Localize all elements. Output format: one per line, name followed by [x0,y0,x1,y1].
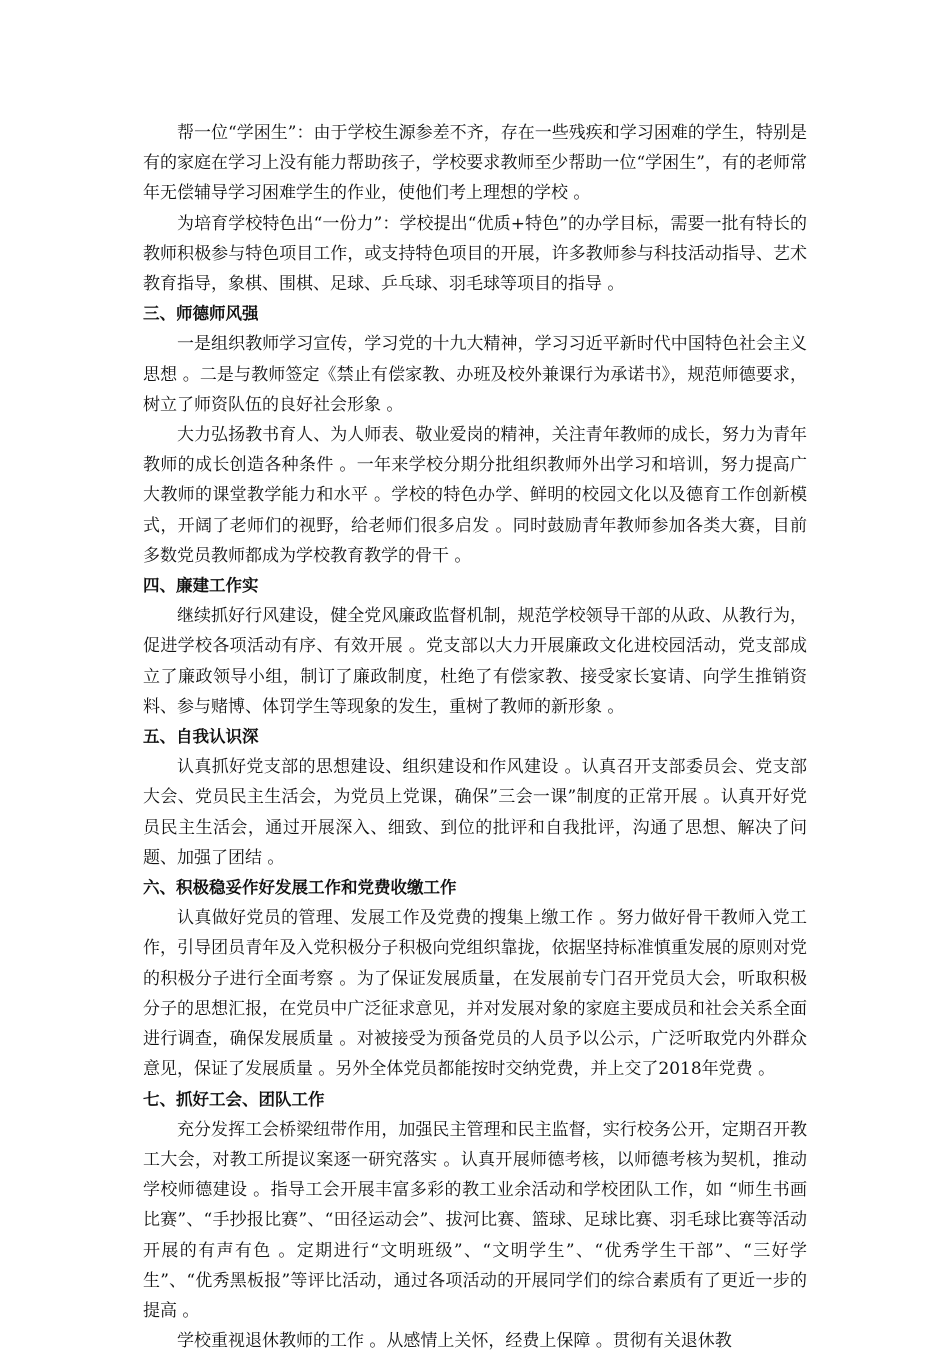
paragraph-union: 充分发挥工会桥梁纽带作用，加强民主管理和民主监督，实行校务公开，定期召开教工大会，对教工所提议案逐一研究落实 。认真开展师德考核，以师德考核为契机，推动学校师德建设 。指导工会开展丰富多彩的教工业余活动和学校团队工作，如 “师生书画比赛”、“手抄报比赛”、“田径运动会”、拔河比赛、篮球、足球比赛、羽毛球比赛等活动开展的有声有色 。定期进行“文明班级”、“文明学生”、“优秀学生干部”、“三好学生”、“优秀黑板报”等评比活动，通过各项活动的开展同学们的综合素质有了更近一步的提高 。 [143,1119,807,1321]
paragraph-school-features: 为培育学校特色出“一份力”：学校提出“优质+特色”的办学目标，需要一批有特长的教师积极参与特色项目工作，或支持特色项目的开展，许多教师参与科技活动指导、艺术教育指导，象棋、围棋、足球、乒乓球、羽毛球等项目的指导 。 [143,213,807,295]
section-heading-self-awareness: 五、自我认识深 [143,727,259,747]
paragraph-ethics-study: 一是组织教师学习宣传，学习党的十九大精神，学习习近平新时代中国特色社会主义思想 。二是与教师签定《禁止有偿家教、办班及校外兼课行为承诺书》，规范师德要求，树立了师资队伍的良好社会形象 。 [143,334,807,415]
document-page [143,118,807,1356]
section-heading-ethics: 三、师德师风强 [143,304,259,324]
section-heading-integrity: 四、廉建工作实 [143,576,259,596]
section-heading-union: 七、抓好工会、团队工作 [143,1089,325,1109]
paragraph-help-students: 帮一位“学困生”：由于学校生源参差不齐，存在一些残疾和学习困难的学生，特别是有的家庭在学习上没有能力帮助孩子，学校要求教师至少帮助一位“学困生”，有的老师常年无偿辅导学习困难学生的作业，使他们考上理想的学校 。 [143,123,807,204]
paragraph-development: 认真做好党员的管理、发展工作及党费的搜集上缴工作 。努力做好骨干教师入党工作，引导团员青年及入党积极分子积极向党组织靠拢，依据坚持标准慎重发展的原则对党的积极分子进行全面考察 。为了保证发展质量，在发展前专门召开党员大会，听取积极分子的思想汇报，在党员中广泛征求意见，并对发展对象的家庭主要成员和社会关系全面进行调查，确保发展质量 。对被接受为预备党员的人员予以公示，广泛听取党内外群众意见，保证了发展质量 。另外全体党员都能按时交纳党费，并上交了2018年党费 。 [143,908,807,1080]
paragraph-integrity: 继续抓好行风建设，健全党风廉政监督机制，规范学校领导干部的从政、从教行为，促进学校各项活动有序、有效开展 。党支部以大力开展廉政文化进校园活动，党支部成立了廉政领导小组，制订了廉政制度，杜绝了有偿家教、接受家长宴请、向学生推销资料、参与赌博、体罚学生等现象的发生，重树了教师的新形象 。 [143,606,807,717]
paragraph-young-teachers: 大力弘扬教书育人、为人师表、敬业爱岗的精神，关注青年教师的成长，努力为青年教师的成长创造各种条件 。一年来学校分期分批组织教师外出学习和培训，努力提高广大教师的课堂教学能力和水平 。学校的特色办学、鲜明的校园文化以及德育工作创新模式，开阔了老师们的视野，给老师们很多启发 。同时鼓励青年教师参加各类大赛，目前多数党员教师都成为学校教育教学的骨干 。 [143,425,807,566]
paragraph-self-awareness: 认真抓好党支部的思想建设、组织建设和作风建设 。认真召开支部委员会、党支部大会、党员民主生活会，为党员上党课，确保”三会一课”制度的正常开展 。认真开好党员民主生活会，通过开展深入、细致、到位的批评和自我批评，沟通了思想、解决了问题、加强了团结 。 [143,757,807,868]
section-heading-development: 六、积极稳妥作好发展工作和党费收缴工作 [143,878,457,898]
paragraph-retired-teachers: 学校重视退休教师的工作 。从感情上关怀，经费上保障 。贯彻有关退休教 [177,1331,732,1352]
